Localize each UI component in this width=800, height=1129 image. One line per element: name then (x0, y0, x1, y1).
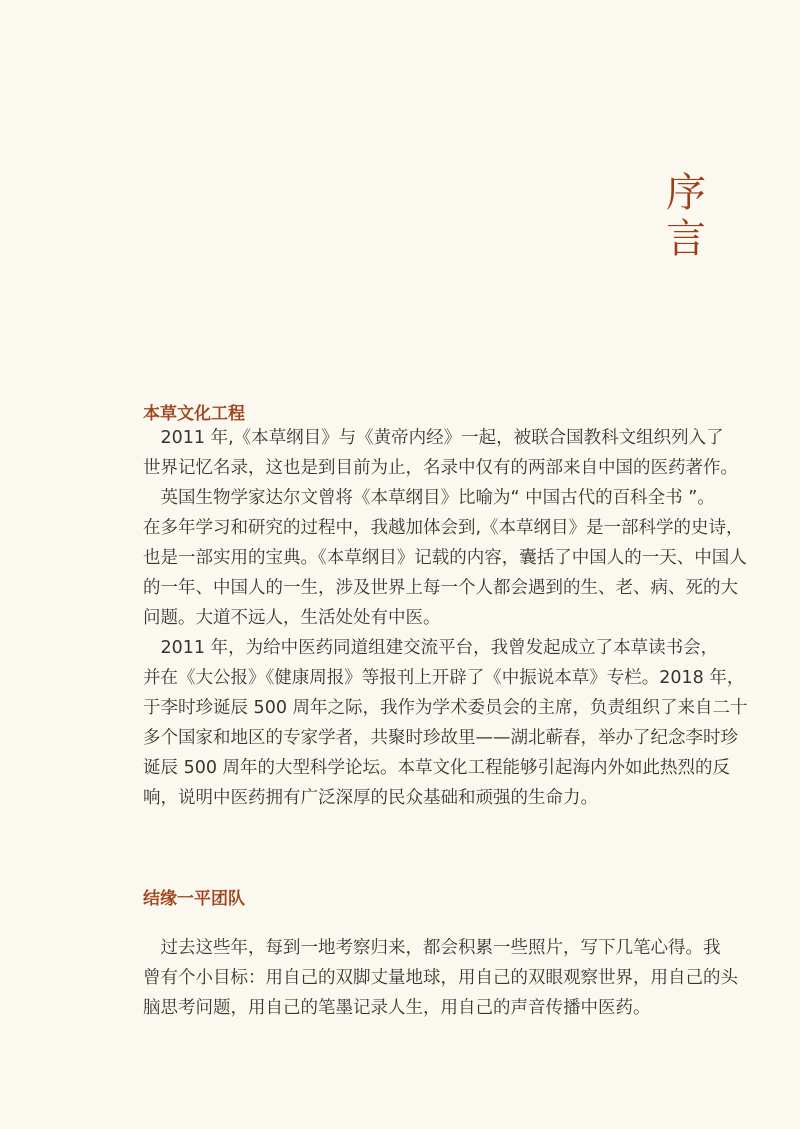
paragraph-line: 2011 年，为给中医药同道组建交流平台，我曾发起成立了本草读书会， (143, 638, 719, 658)
paragraph-line: 诞辰 500 周年的大型科学论坛。本草文化工程能够引起海内外如此热烈的反 (143, 758, 731, 778)
paragraph-line: 脑思考问题，用自己的笔墨记录人生，用自己的声音传播中医药。 (143, 998, 651, 1018)
paragraph-line: 的一年、中国人的一生，涉及世界上每一个人都会遇到的生、老、病、死的大 (143, 578, 738, 598)
paragraph-line: 于李时珍诞辰 500 周年之际，我作为学术委员会的主席，负责组织了来自二十 (143, 698, 748, 718)
paragraph-line: 曾有个小目标：用自己的双脚丈量地球，用自己的双眼观察世界，用自己的头 (143, 968, 738, 988)
paragraph-line: 世界记忆名录，这也是到目前为止，名录中仅有的两部来自中国的医药著作。 (143, 458, 738, 478)
section-heading: 结缘一平团队 (143, 889, 245, 909)
paragraph-line: 并在《大公报》《健康周报》等报刊上开辟了《中振说本草》专栏。2018 年， (143, 668, 745, 688)
section-body (143, 933, 738, 1023)
paragraph-line: 2011 年,《本草纲目》与《黄帝内经》一起，被联合国教科文组织列入了 (143, 428, 724, 448)
paragraph-line: 问题。大道不远人，生活处处有中医。 (143, 608, 441, 628)
paragraph-line: 过去这些年，每到一地考察归来，都会积累一些照片，写下几笔心得。我 (143, 938, 721, 958)
page-title (664, 170, 708, 262)
paragraph-line: 英国生物学家达尔文曾将《本草纲目》比喻为“ 中国古代的百科全书 ”。 (143, 488, 715, 508)
paragraph-line: 响，说明中医药拥有广泛深厚的民众基础和顽强的生命力。 (143, 788, 598, 808)
section-body (143, 423, 748, 813)
title-char: 言 (666, 216, 706, 262)
section-heading: 本草文化工程 (143, 404, 245, 424)
title-char: 序 (666, 170, 706, 216)
paragraph-line: 在多年学习和研究的过程中，我越加体会到,《本草纲目》是一部科学的史诗， (143, 518, 744, 538)
paragraph-line: 也是一部实用的宝典。《本草纲目》记载的内容，囊括了中国人的一天、中国人 (143, 548, 747, 568)
paragraph-line: 多个国家和地区的专家学者，共聚时珍故里——湖北蕲春，举办了纪念李时珍 (143, 728, 738, 748)
